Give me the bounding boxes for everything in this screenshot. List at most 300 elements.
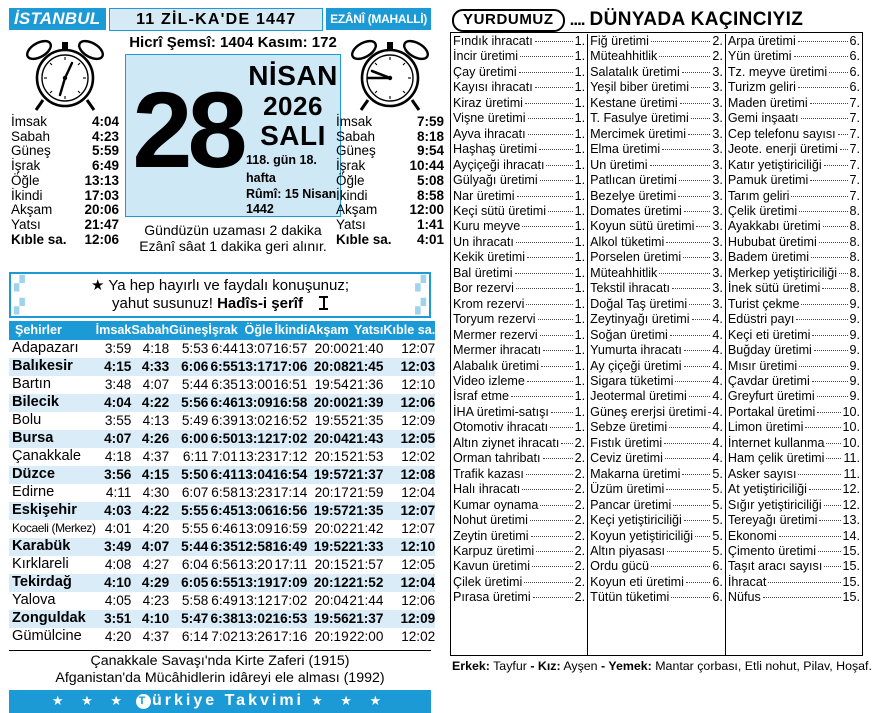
text-cursor-icon xyxy=(319,296,328,310)
th-yatsi: Yatsı xyxy=(349,321,384,340)
cell-time-4: 13:02 xyxy=(238,413,273,429)
cell-time-8: 12:05 xyxy=(400,431,436,447)
corner-ornament-tl: ▞ xyxy=(14,275,25,291)
city-prayer-times-table xyxy=(9,321,435,646)
value-kible: 12:06 xyxy=(84,231,119,247)
cell-time-2: 5:58 xyxy=(181,593,209,609)
ranking-item xyxy=(590,328,723,343)
ranking-item-rank: 6. xyxy=(712,559,723,574)
table-row xyxy=(9,412,435,430)
ranking-item-rank: 4. xyxy=(712,343,723,358)
rankings-column-1 xyxy=(451,34,587,655)
ranking-item-label: Domates üretimi xyxy=(590,203,682,218)
cell-time-0: 4:20 xyxy=(104,629,132,645)
cell-time-8: 12:05 xyxy=(401,557,436,573)
vasati-times-block xyxy=(11,36,119,247)
ezani-label-sabah: Sabah xyxy=(336,128,376,144)
yurdumuz-pill: YURDUMUZ xyxy=(452,9,565,32)
ranking-item-rank: 3. xyxy=(712,111,723,126)
ranking-item-rank: 8. xyxy=(849,281,861,296)
cell-time-1: 4:22 xyxy=(141,395,170,411)
ranking-item-rank: 2. xyxy=(574,466,586,481)
ranking-item xyxy=(453,405,585,420)
ranking-item-leader-dots xyxy=(666,242,710,243)
cell-time-4: 12:58 xyxy=(237,539,273,555)
ranking-item-rank: 9. xyxy=(849,373,861,388)
time-row-ogle xyxy=(11,174,119,189)
ranking-item-label: Kayısı ihracatı xyxy=(453,80,533,95)
ezani-label-aksam: Akşam xyxy=(336,202,378,218)
cell-city-name: Bilecik xyxy=(12,394,60,411)
cell-time-1: 4:23 xyxy=(142,593,170,609)
ranking-item-rank: 12. xyxy=(842,482,861,497)
time-row-gunes xyxy=(11,144,119,159)
th-ogle: Öğle xyxy=(238,321,273,340)
table-row xyxy=(9,628,435,646)
ranking-item-label: Çay üretimi xyxy=(453,64,517,79)
ranking-item-leader-dots xyxy=(798,87,848,88)
rankings-column-3 xyxy=(725,34,862,655)
cell-time-8: 12:09 xyxy=(401,413,436,429)
rankings-title: DÜNYADA KAÇINCIYIZ xyxy=(589,9,804,30)
ranking-item-label: Taşıt aracı sayısı xyxy=(727,559,823,574)
cell-time-0: 4:18 xyxy=(104,449,132,465)
cell-time-3: 6:49 xyxy=(211,593,238,609)
th-imsak: İmsak xyxy=(96,321,132,340)
cell-time-2: 5:49 xyxy=(181,413,209,429)
ranking-item xyxy=(453,529,585,544)
ranking-item xyxy=(590,544,723,559)
ranking-item-label: Alkol tüketimi xyxy=(590,234,665,249)
ranking-item xyxy=(728,297,860,312)
ranking-item-label: Soğan üretimi xyxy=(590,327,668,342)
ezani-value-yatsi: 1:41 xyxy=(416,216,444,232)
ezani-row-ikindi xyxy=(336,189,444,204)
ranking-item-rank: 9. xyxy=(849,312,861,327)
ranking-item xyxy=(453,544,585,559)
label-ogle: Öğle xyxy=(11,172,40,188)
table-row xyxy=(9,592,435,610)
ranking-item-leader-dots xyxy=(810,103,848,104)
ranking-item xyxy=(590,405,723,420)
ranking-item-rank: 1. xyxy=(574,373,586,388)
ranking-item-leader-dots xyxy=(511,396,573,397)
cell-time-7: 21:37 xyxy=(348,467,384,483)
time-row-imsak xyxy=(11,115,119,130)
ranking-item-rank: 1. xyxy=(574,358,586,373)
ranking-item xyxy=(728,343,860,358)
ranking-item-leader-dots xyxy=(527,381,573,382)
ranking-item-rank: 7. xyxy=(849,173,861,188)
ranking-item-label: Altın piyasası xyxy=(590,543,666,558)
ranking-item xyxy=(453,359,585,374)
cell-time-5: 16:59 xyxy=(273,521,308,537)
ranking-item-rank: 5. xyxy=(712,513,723,528)
right-calendar-page xyxy=(446,0,872,688)
table-row xyxy=(9,376,435,394)
ranking-item-label: Kuru meyve xyxy=(453,219,521,234)
ranking-item xyxy=(590,297,723,312)
cell-city-name: Çanakkale xyxy=(12,448,81,465)
table-body xyxy=(9,340,435,646)
ranking-item-label: Patlıcan üretimi xyxy=(590,173,677,188)
ranking-item-rank: 1. xyxy=(574,389,586,404)
cell-time-0: 4:11 xyxy=(105,485,132,501)
ranking-item-leader-dots xyxy=(528,118,573,119)
ranking-item xyxy=(453,374,585,389)
time-row-aksam xyxy=(11,203,119,218)
ezani-label-kible: Kıble sa. xyxy=(336,231,392,247)
cell-time-6: 20:15 xyxy=(314,449,349,465)
ranking-item-rank: 9. xyxy=(849,343,861,358)
ezani-value-sabah: 8:18 xyxy=(416,128,444,144)
cell-time-3: 7:01 xyxy=(211,449,238,465)
ranking-item-rank: 1. xyxy=(574,34,586,48)
ranking-item-label: Kumar oynama xyxy=(453,497,539,512)
cell-time-2: 6:14 xyxy=(181,629,209,645)
cell-time-6: 20:08 xyxy=(313,359,349,375)
cell-time-7: 21:35 xyxy=(348,503,384,519)
brand-name xyxy=(136,692,304,710)
ranking-item-leader-dots xyxy=(801,304,847,305)
cell-time-5: 16:52 xyxy=(273,413,308,429)
ranking-item-label: Fiğ üretimi xyxy=(590,34,649,48)
ezani-row-gunes xyxy=(336,144,444,159)
ranking-item-label: Merkep yetiştiriciliği xyxy=(727,265,838,280)
ranking-item-label: Fıstık üretimi xyxy=(590,435,663,450)
ranking-item xyxy=(728,513,860,528)
ranking-item-rank: 4. xyxy=(712,451,723,466)
ranking-item-label: Müteahhitlik xyxy=(590,265,658,280)
cell-time-8: 12:04 xyxy=(400,575,436,591)
ranking-item-leader-dots xyxy=(536,551,572,552)
ranking-item-rank: 11. xyxy=(843,466,861,481)
ranking-item-rank: 6. xyxy=(849,64,861,79)
ranking-item xyxy=(453,80,585,95)
stars-left: ★ ★ ★ xyxy=(51,693,129,709)
ranking-item-label: Mısır üretimi xyxy=(727,358,798,373)
ranking-item xyxy=(590,80,723,95)
meal-value: Mantar çorbası, Etli nohut, Pilav, Hoşaf. xyxy=(655,659,872,673)
ranking-item-rank: 6. xyxy=(712,574,723,589)
cell-time-4: 13:23 xyxy=(238,449,273,465)
cell-time-5: 16:58 xyxy=(272,395,308,411)
ranking-item xyxy=(453,513,585,528)
table-row xyxy=(9,358,435,376)
ranking-item-leader-dots xyxy=(810,180,847,181)
cell-time-5: 17:06 xyxy=(272,359,308,375)
ranking-item-label: Turizm geliri xyxy=(727,80,796,95)
ranking-item-rank: 7. xyxy=(849,142,861,157)
ranking-item xyxy=(728,328,860,343)
ranking-item-leader-dots xyxy=(763,597,841,598)
cell-time-1: 4:30 xyxy=(142,485,170,501)
ranking-item-leader-dots xyxy=(791,196,847,197)
cell-time-6: 20:02 xyxy=(314,521,349,537)
ranking-item-label: Koyun sütü üretimi xyxy=(590,219,695,234)
cell-time-8: 12:03 xyxy=(400,359,436,375)
ranking-item-leader-dots xyxy=(829,72,847,73)
ranking-item xyxy=(590,420,723,435)
ranking-item xyxy=(453,204,585,219)
ranking-item-rank: 7. xyxy=(849,95,861,110)
cell-time-8: 12:02 xyxy=(401,449,436,465)
ranking-item-label: Elma üretimi xyxy=(590,142,661,157)
cell-time-5: 17:02 xyxy=(272,431,308,447)
cell-time-0: 4:10 xyxy=(104,575,132,591)
ezani-label-gunes: Güneş xyxy=(336,143,376,159)
alarm-clock-icon-left xyxy=(11,36,119,114)
date-details xyxy=(246,55,340,216)
cell-time-3: 6:35 xyxy=(210,539,238,555)
ranking-item-label: Otomotiv ihracatı xyxy=(453,420,549,435)
ranking-item-rank: 1. xyxy=(574,64,586,79)
alarm-clock-icon-right xyxy=(336,36,444,114)
cell-time-6: 19:55 xyxy=(314,413,349,429)
ranking-item-rank: 1. xyxy=(574,404,586,419)
cell-time-2: 5:55 xyxy=(181,521,209,537)
cell-time-4: 13:23 xyxy=(238,485,273,501)
ezani-value-ikindi: 8:58 xyxy=(416,187,444,203)
ranking-item xyxy=(590,158,723,173)
cell-time-2: 5:47 xyxy=(181,611,209,627)
cell-city-name: Kırklareli xyxy=(12,556,69,573)
ranking-item-rank: 9. xyxy=(849,296,861,311)
table-row xyxy=(9,556,435,574)
ranking-item-label: Gülyağı üretimi xyxy=(453,173,538,188)
cell-time-1: 4:27 xyxy=(142,557,170,573)
cell-time-6: 20:15 xyxy=(314,557,349,573)
ranking-item-leader-dots xyxy=(689,304,710,305)
ranking-item-label: Tz. meyve üretimi xyxy=(727,64,828,79)
ranking-item-leader-dots xyxy=(801,118,848,119)
ranking-item xyxy=(453,219,585,234)
ranking-item-rank: 6. xyxy=(849,49,861,64)
ranking-item xyxy=(728,250,860,265)
cell-time-2: 6:11 xyxy=(182,449,209,465)
ranking-item xyxy=(453,451,585,466)
ranking-item-rank: 1. xyxy=(574,111,586,126)
ranking-item-leader-dots xyxy=(531,536,573,537)
ranking-item-label: Sebze üretimi xyxy=(590,420,668,435)
ranking-item-rank: 1. xyxy=(574,157,586,172)
ranking-item-label: Buğday üretimi xyxy=(727,343,812,358)
ranking-item xyxy=(590,235,723,250)
th-aksam: Akşam xyxy=(307,321,348,340)
cell-time-3: 6:41 xyxy=(210,467,238,483)
ranking-item-rank: 3. xyxy=(712,173,723,188)
cell-time-8: 12:09 xyxy=(400,611,436,627)
cell-time-2: 6:04 xyxy=(181,557,209,573)
ranking-item xyxy=(728,34,860,49)
cell-time-1: 4:20 xyxy=(142,521,170,537)
cell-time-6: 19:57 xyxy=(313,503,349,519)
ranking-item-label: Edüstri payı xyxy=(727,312,795,327)
ranking-item-rank: 6. xyxy=(849,80,861,95)
ranking-item xyxy=(728,158,860,173)
ranking-item-rank: 5. xyxy=(712,543,723,558)
ranking-item-leader-dots xyxy=(541,366,573,367)
ranking-item-leader-dots xyxy=(682,72,711,73)
ranking-item-label: Ayva ihracatı xyxy=(453,126,526,141)
ranking-item-leader-dots xyxy=(811,257,847,258)
ranking-item xyxy=(590,389,723,404)
ranking-item-leader-dots xyxy=(535,41,573,42)
ezani-label-yatsi: Yatsı xyxy=(336,216,366,232)
ranking-item-rank: 4. xyxy=(712,389,723,404)
ranking-item-rank: 3. xyxy=(712,265,723,280)
cell-time-0: 4:07 xyxy=(104,431,132,447)
ranking-item-label: Asker sayısı xyxy=(727,466,797,481)
cell-time-6: 20:19 xyxy=(314,629,349,645)
ranking-item-rank: 1. xyxy=(574,188,586,203)
ranking-item-label: Orman tahribatı xyxy=(453,451,541,466)
ranking-item-rank: 4. xyxy=(712,358,723,373)
ranking-item-label: Ceviz üretimi xyxy=(590,451,663,466)
ranking-item-rank: 1. xyxy=(574,250,586,265)
ranking-item xyxy=(728,405,860,420)
label-imsak: İmsak xyxy=(11,114,48,129)
ranking-item-leader-dots xyxy=(540,505,572,506)
ranking-item-leader-dots xyxy=(520,56,573,57)
ranking-item-label: Porselen üretimi xyxy=(590,250,682,265)
historical-events xyxy=(9,650,431,687)
turkiye-takvimi-logo-icon: T xyxy=(136,694,151,709)
ranking-item-rank: 3. xyxy=(712,80,723,95)
ranking-item-label: At yetiştiriciliği xyxy=(727,482,807,497)
ranking-item-rank: 3. xyxy=(712,126,723,141)
cell-time-1: 4:18 xyxy=(142,341,170,357)
left-top-header xyxy=(9,8,431,32)
cell-time-0: 3:55 xyxy=(104,413,132,429)
ranking-item-label: Alabalık üretimi xyxy=(453,358,540,373)
ranking-item-label: Limon üretimi xyxy=(727,420,804,435)
ranking-item-label: Mercimek üretimi xyxy=(590,126,687,141)
cell-time-3: 6:46 xyxy=(210,395,238,411)
table-row xyxy=(9,520,435,538)
ranking-item-label: Mermer rezervi xyxy=(453,327,538,342)
ranking-item-rank: 8. xyxy=(849,219,861,234)
cell-time-1: 4:07 xyxy=(141,539,170,555)
ranking-item xyxy=(453,250,585,265)
cell-time-0: 4:01 xyxy=(104,521,132,537)
ranking-item-rank: 2. xyxy=(574,590,586,605)
time-row-yatsi xyxy=(11,218,119,233)
table-row xyxy=(9,466,435,484)
cell-time-5: 17:02 xyxy=(273,593,308,609)
ranking-item-label: Tekstil ihracatı xyxy=(590,281,670,296)
ranking-item xyxy=(590,590,723,605)
label-sabah: Sabah xyxy=(11,128,51,144)
ranking-item-rank: 1. xyxy=(574,312,586,327)
ranking-item-leader-dots xyxy=(695,536,710,537)
value-imsak: 4:04 xyxy=(91,114,119,129)
ranking-item-leader-dots xyxy=(678,196,710,197)
hadith-box xyxy=(9,272,431,318)
ranking-item-rank: 2. xyxy=(574,482,586,497)
cell-time-2: 5:53 xyxy=(181,341,209,357)
ranking-item-leader-dots xyxy=(540,180,573,181)
ranking-item-rank: 5. xyxy=(712,482,723,497)
cell-time-0: 3:48 xyxy=(104,377,132,393)
ranking-item-rank: 7. xyxy=(849,157,861,172)
ranking-item-leader-dots xyxy=(516,288,573,289)
cell-time-7: 21:43 xyxy=(348,431,384,447)
cell-time-0: 4:08 xyxy=(104,557,132,573)
ranking-item xyxy=(728,544,860,559)
cell-time-4: 13:04 xyxy=(237,467,273,483)
cell-time-1: 4:37 xyxy=(142,629,170,645)
ranking-item-label: Bezelye üretimi xyxy=(590,188,677,203)
ranking-item xyxy=(590,575,723,590)
cell-time-2: 6:05 xyxy=(181,575,209,591)
ranking-item xyxy=(453,173,585,188)
ranking-item-leader-dots xyxy=(539,149,573,150)
ranking-item-rank: 1. xyxy=(574,203,586,218)
cell-time-3: 6:50 xyxy=(210,431,238,447)
cell-time-5: 16:54 xyxy=(272,467,308,483)
ranking-item-rank: 3. xyxy=(712,296,723,311)
cell-time-1: 4:22 xyxy=(141,503,170,519)
cell-time-4: 13:09 xyxy=(237,395,273,411)
ezani-value-ogle: 5:08 xyxy=(416,172,444,188)
ranking-item-label: Jeote. enerji üretimi xyxy=(727,142,838,157)
ranking-item-leader-dots xyxy=(814,350,848,351)
ranking-item-rank: 7. xyxy=(849,188,861,203)
ranking-item-rank: 6. xyxy=(712,590,723,605)
cell-time-3: 6:45 xyxy=(210,503,238,519)
ranking-item-leader-dots xyxy=(673,505,710,506)
ranking-item-leader-dots xyxy=(819,520,840,521)
daylight-note-1: Gündüzün uzaması 2 dakika xyxy=(144,222,322,238)
ranking-item-rank: 2. xyxy=(574,451,586,466)
cell-time-5: 16:51 xyxy=(273,377,308,393)
ezani-value-aksam: 12:00 xyxy=(409,202,444,218)
ranking-item-rank: 1. xyxy=(574,49,586,64)
ranking-item-leader-dots xyxy=(708,412,710,413)
ranking-item-rank: 3. xyxy=(712,281,723,296)
ranking-item-label: Nar üretimi xyxy=(453,188,515,203)
ranking-item-leader-dots xyxy=(817,412,840,413)
ranking-item-leader-dots xyxy=(799,211,847,212)
ranking-item-rank: 9. xyxy=(849,389,861,404)
daylight-notes xyxy=(113,222,353,254)
ranking-item xyxy=(728,312,860,327)
cell-time-6: 20:04 xyxy=(314,593,349,609)
hadith-line-1: ★ Ya hep hayırlı ve faydalı konuşunuz; xyxy=(90,277,350,294)
ranking-item xyxy=(728,420,860,435)
ranking-item-label: Zeytin üretimi xyxy=(453,528,529,543)
ranking-item-leader-dots xyxy=(667,551,710,552)
ranking-item-rank: 2. xyxy=(574,435,586,450)
ezani-times-block xyxy=(336,36,444,247)
ranking-item xyxy=(453,328,585,343)
cell-time-1: 4:37 xyxy=(142,449,170,465)
corner-ornament-br: ▞ xyxy=(415,298,426,314)
ranking-item xyxy=(728,235,860,250)
ezani-row-israk xyxy=(336,159,444,174)
cell-time-5: 17:12 xyxy=(273,449,308,465)
cell-time-6: 19:54 xyxy=(314,377,349,393)
ranking-item-leader-dots xyxy=(696,226,710,227)
cell-time-3: 6:46 xyxy=(211,521,238,537)
value-aksam: 20:06 xyxy=(84,202,119,218)
ranking-item-leader-dots xyxy=(535,87,573,88)
ranking-item-label: Çilek üretimi xyxy=(453,574,523,589)
ranking-item xyxy=(728,482,860,497)
ranking-item-label: Güneş ererjsi üretimi xyxy=(590,404,707,419)
cell-time-0: 4:05 xyxy=(104,593,132,609)
